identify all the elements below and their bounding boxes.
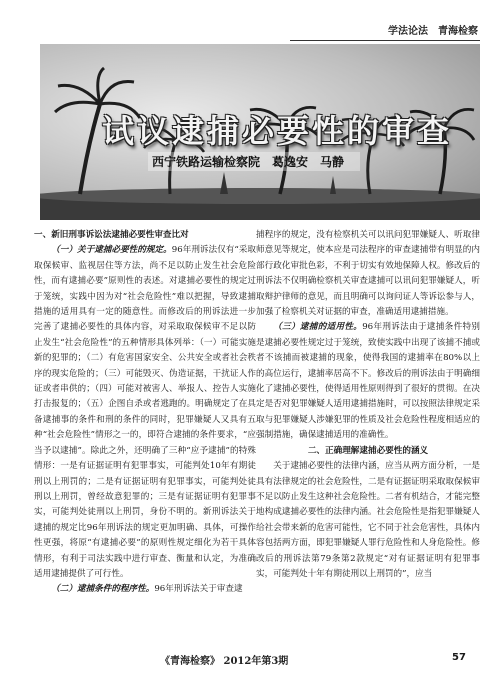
article-title: 试议逮捕必要性的审查 (102, 112, 453, 150)
paragraph-2-text: 96年刑诉法关于审查逮 (154, 584, 243, 595)
paragraph-2 (34, 582, 256, 597)
page-footer (160, 652, 288, 667)
paragraph-1-text: 96年刑诉法仅有“采取取保候审、监视居住等方法，尚不足以防止发生社会危险性，而有逮捕必要”原则性的表述。对逮捕必要性的规定过于笼统，实践中因为对“社会危险性”难以把握，导致逮捕措施的适用具有一定的随意性。而修改后的刑诉法进一步完善了逮捕必要性的具体内容，对采取取保候审不足以防止发生“社会危险性”的五种情形具体列举：（一）可能实施新的犯罪的；（二）有危害国家安全、公共安全或者社会秩序的现实危险的；（三）可能毁灭、伪造证据，干扰证人作证或者串供的；（四）可能对被害人、举报人、控告人实施打击报复的；（五）企图自杀或者逃跑的。明确规定了在具备逮捕事的条件和刑的条件的同时，犯罪嫌疑人又具有五种“社会危险性”情形之一的，即符合逮捕的条件要求，“应当予以逮捕”。除此之外，还明确了三种“应予逮捕”的特殊情形：一是有证据证明有犯罪事实，可能判处10年有期徒刑以上刑罚的；二是有证据证明有犯罪事实，可能判处徒刑以上刑罚，曾经故意犯罪的；三是有证据证明有犯罪事实，可能判处徒刑以上刑罚，身份不明的。新刑诉法关于逮捕的规定比96年刑诉法的规定更加明确、具体，可操作性更强，将原“有逮捕必要”的原则性规定细化为若干具体情形，有利于司法实践中进行审查、衡量和认定，为准确适用逮捕提供了可行性。 (34, 245, 256, 579)
paragraph-5: 关于逮捕必要性的法律内涵，应当从两方面分析，一是具有法律规定的社会危险性，二是有证据证明采取取保候审不足以防止发生这种社会危险性。二者有机结合，才能完整地构成逮捕必要性的法律内涵。社会危险性是指犯罪嫌疑人给社会带来新的危害可能性，它不同于社会危害性，具体内容包括两方面，即犯罪嫌疑人罪行危险性和人身危险性。修改后的刑诉法第79条第2款规定“对有证据证明有犯罪事实，可能判处十年有期徒刑以上刑罚的”，应当 (256, 461, 480, 579)
author-name-1: 葛逸安 (272, 155, 309, 169)
paragraph-1 (34, 243, 256, 582)
paragraph-3: 捕程序的规定，没有检察机关可以讯问犯罪嫌疑人、听取律师意见等规定，使本应是司法程序的审查逮捕带有明显的内部行政化审批色彩，不利于切实有效地保障人权。修改后的刑诉法不仅明确检察机关审查逮捕可以讯问犯罪嫌疑人，听取辩护律师的意见，而且明确可以询问证人等诉讼参与人，加强了检察机关对证据的审查，准确适用逮捕措施。 (256, 230, 480, 318)
right-column (256, 228, 480, 582)
page-header (388, 22, 478, 37)
footer-journal: 《青海检察》 (160, 656, 220, 667)
paragraph-4 (256, 320, 480, 443)
paragraph-4-text: 96年刑诉法由于逮捕条件特别是逮捕必要性规定过于笼统，致使实践中出现了该捕不捕或者不该捕而被逮捕的现象，使得我国的逮捕率在80%以上的高位运行，逮捕率居高不下。修改后的刑诉法由于明确细化了逮捕必要性，使得适用性原则得到了很好的贯彻。在决定是否对犯罪嫌疑人适用逮捕措施时，可以按照法律规定采取与犯罪嫌疑人涉嫌犯罪的性质及社会危险性程度相适应的强制措施，确保逮捕适用的准确性。 (256, 322, 480, 441)
left-column (34, 228, 256, 598)
header-divider (290, 40, 480, 41)
title-banner (40, 44, 480, 220)
footer-issue: 2012年第3期 (223, 656, 289, 667)
section-label: 学法论法 (388, 26, 428, 37)
author-line (148, 152, 360, 171)
subheading-3: （三）逮捕的适用性。 (273, 322, 363, 333)
author-name-2: 马静 (320, 155, 345, 169)
page-number: 57 (452, 652, 466, 663)
journal-label: 青海检察 (438, 26, 478, 37)
section-heading-1: 一、新旧刑事诉讼法逮捕必要性审查比对 (34, 230, 189, 240)
subheading-2: （二）逮捕条件的程序性。 (51, 584, 155, 595)
section-heading-2: 二、正确理解逮捕必要性的涵义 (307, 445, 429, 456)
author-affiliation: 西宁铁路运输检察院 (152, 155, 261, 169)
subheading-1: （一）关于逮捕必要性的规定。 (51, 245, 172, 256)
